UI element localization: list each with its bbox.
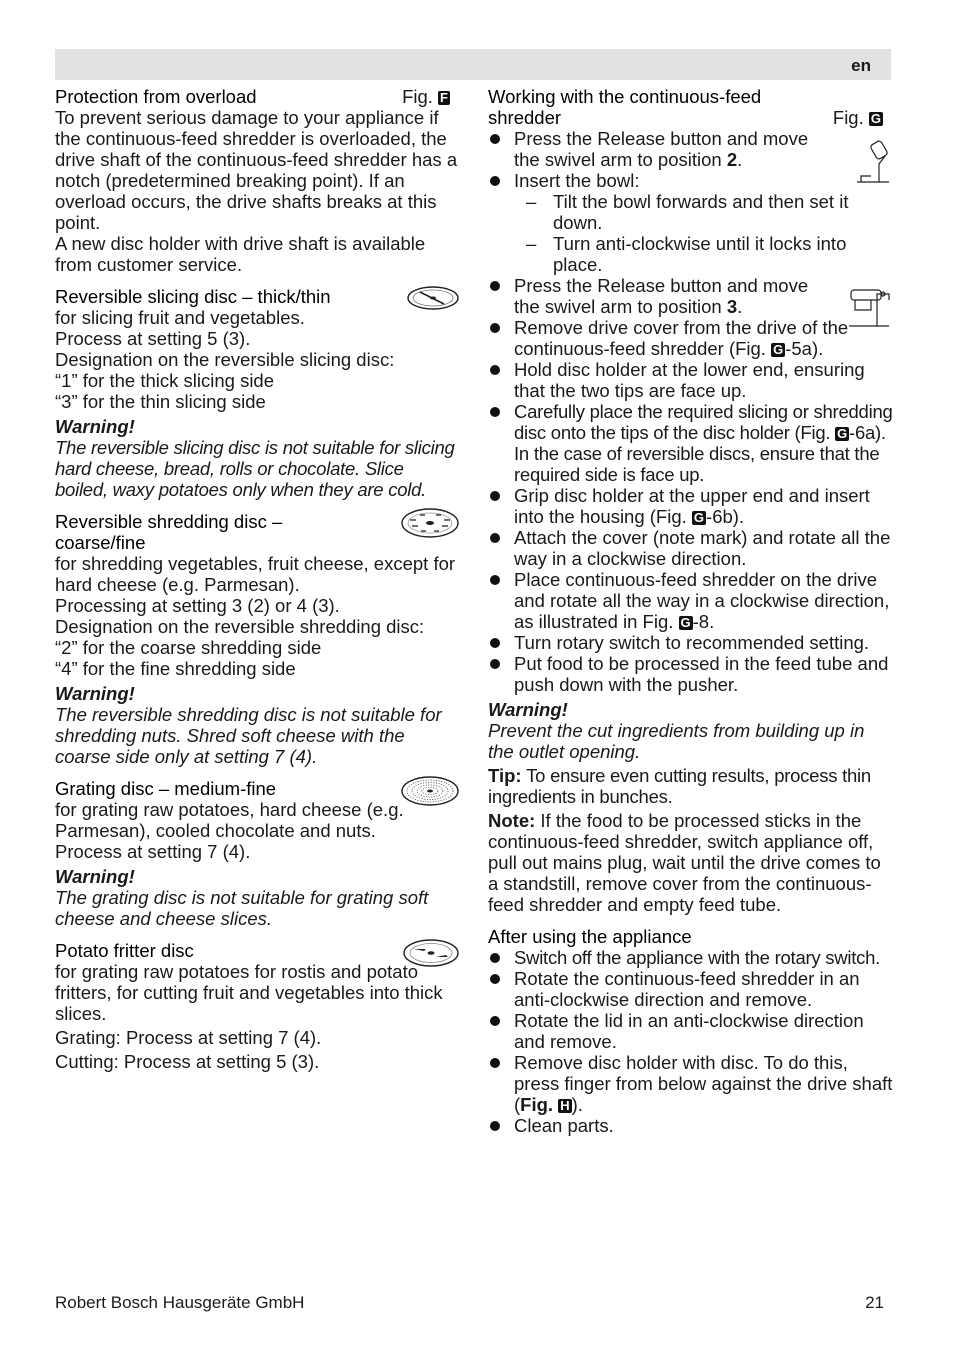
after-use-title: After using the appliance	[488, 926, 692, 947]
shredding-warning-text: The reversible shredding disc is not suitable for shredding nuts. Shred soft cheese with the coarse side only at setting 7 (4).	[55, 704, 442, 767]
shredding-line-1: for shredding vegetables, fruit cheese, except for hard cheese (e.g. Parmesan).	[55, 553, 456, 595]
working-warning-text: Prevent the cut ingredients from building up in the outlet opening.	[488, 720, 865, 762]
fritter-title: Potato fritter disc	[55, 940, 194, 961]
list-item: Press the Release button and move the swivel arm to position 3.	[488, 275, 823, 317]
note-paragraph: Note: If the food to be processed sticks in the continuous-feed shredder, switch appliance off, pull out mains plug, wait until the drive comes to a standstill, remove cover from the continuous-feed shredder and empty feed tube.	[488, 810, 881, 915]
left-column	[55, 86, 460, 1072]
list-item: Remove disc holder with disc. To do this, press finger from below against the drive shaft (Fig. H ).	[488, 1052, 893, 1115]
grating-warning-text: The grating disc is not suitable for grating soft cheese and cheese slices.	[55, 887, 429, 929]
page-number: 21	[865, 1293, 884, 1312]
shredding-line-2: Processing at setting 3 (2) or 4 (3).	[55, 595, 340, 616]
grating-disc-icon	[400, 774, 460, 808]
fig-letter-badge: G	[837, 426, 848, 441]
slicing-line-3: Designation on the reversible slicing disc:	[55, 349, 395, 370]
working-title-line-2: shredder	[488, 107, 562, 128]
fritter-line-2: Grating: Process at setting 7 (4).	[55, 1027, 322, 1048]
list-item: – Turn anti-clockwise until it locks into place.	[526, 233, 861, 275]
list-item: Put food to be processed in the feed tube and push down with the pusher.	[488, 653, 893, 695]
list-item: Hold disc holder at the lower end, ensuring that the two tips are face up.	[488, 359, 893, 401]
fig-letter-badge: F	[440, 90, 448, 105]
list-item: Carefully place the required slicing or shredding disc onto the tips of the disc holder (Fig. G -6a). In the case of reversible discs, ensure that the required side is face up.	[488, 401, 893, 485]
shredding-warning-title: Warning!	[55, 683, 135, 704]
fig-letter-badge: G	[680, 615, 691, 630]
shredding-section	[55, 511, 460, 767]
working-fig-ref: Fig. G	[832, 107, 881, 128]
shredding-line-5: “4” for the fine shredding side	[55, 658, 296, 679]
tip-label: Tip:	[488, 765, 522, 786]
shredding-disc-icon	[400, 506, 460, 540]
fig-letter-badge: H	[560, 1098, 570, 1113]
shredding-line-3: Designation on the reversible shredding disc:	[55, 616, 425, 637]
header-bar	[55, 49, 891, 80]
slicing-line-1: for slicing fruit and vegetables.	[55, 307, 305, 328]
insert-bowl-substeps	[488, 191, 893, 275]
fig-letter-badge: G	[693, 510, 705, 525]
overload-fig-ref: Fig. F	[402, 86, 448, 107]
list-item: Press the Release button and move the swivel arm to position 2.	[488, 128, 823, 170]
fritter-line-3: Cutting: Process at setting 5 (3).	[55, 1051, 320, 1072]
shredding-title: Reversible shredding disc – coarse/fine	[55, 511, 283, 553]
after-use-section	[488, 926, 893, 1136]
list-item: Insert the bowl: – Tilt the bowl forwards and then set it down. – Turn anti-clockwise until it locks into place.	[488, 170, 893, 275]
slicing-line-5: “3” for the thin slicing side	[55, 391, 266, 412]
right-column	[488, 86, 893, 1136]
grating-warning-title: Warning!	[55, 866, 135, 887]
grating-section	[55, 778, 460, 929]
slicing-title: Reversible slicing disc – thick/thin	[55, 286, 331, 307]
grating-line-1: for grating raw potatoes, hard cheese (e.g. Parmesan), cooled chocolate and nuts.	[55, 799, 404, 841]
after-use-list	[488, 947, 893, 1136]
note-label: Note:	[488, 810, 536, 831]
list-item: Clean parts.	[488, 1115, 893, 1136]
fritter-disc-icon	[402, 937, 460, 969]
fritter-line-1: for grating raw potatoes for rostis and potato fritters, for cutting fruit and vegetables into thick slices.	[55, 961, 443, 1024]
shredding-line-4: “2” for the coarse shredding side	[55, 637, 322, 658]
list-item: – Tilt the bowl forwards and then set it down.	[526, 191, 861, 233]
fig-letter-badge: G	[870, 111, 881, 126]
fig-letter-badge: G	[773, 342, 784, 357]
list-item: Rotate the continuous-feed shredder in an anti-clockwise direction and remove.	[488, 968, 893, 1010]
slicing-line-2: Process at setting 5 (3).	[55, 328, 251, 349]
language-label: en	[851, 56, 871, 75]
grating-line-2: Process at setting 7 (4).	[55, 841, 251, 862]
fritter-section	[55, 940, 460, 1072]
slicing-warning-title: Warning!	[55, 416, 135, 437]
footer-company: Robert Bosch Hausgeräte GmbH	[55, 1293, 305, 1312]
list-item: Turn rotary switch to recommended setting.	[488, 632, 893, 653]
swivel-arm-position-3-icon	[845, 284, 893, 330]
grating-title: Grating disc – medium-fine	[55, 778, 277, 799]
list-item: Switch off the appliance with the rotary switch.	[488, 947, 893, 968]
list-item: Remove drive cover from the drive of the continuous-feed shredder (Fig. G -5a).	[488, 317, 893, 359]
working-warning-title: Warning!	[488, 699, 568, 720]
tip-paragraph: Tip: To ensure even cutting results, process thin ingredients in bunches.	[488, 765, 871, 807]
overload-title: Protection from overload	[55, 86, 257, 107]
working-section	[488, 86, 893, 915]
working-title-line-1: Working with the continuous-feed	[488, 86, 762, 107]
overload-body-1: To prevent serious damage to your appliance if the continuous-feed shredder is overloaded, the drive shaft of the continuous-feed shredder has a notch (predetermined breaking point). If an overload occurs, the drive shafts breaks at this point.	[55, 107, 458, 233]
list-item: Attach the cover (note mark) and rotate all the way in a clockwise direction.	[488, 527, 893, 569]
list-item: Place continuous-feed shredder on the drive and rotate all the way in a clockwise direction, as illustrated in Fig. G -8.	[488, 569, 893, 632]
slicing-disc-icon	[406, 284, 460, 312]
slicing-warning-text: The reversible slicing disc is not suitable for slicing hard cheese, bread, rolls or chocolate. Slice boiled, waxy potatoes only when they are cold.	[55, 437, 455, 500]
slicing-line-4: “1” for the thick slicing side	[55, 370, 275, 391]
list-item: Rotate the lid in an anti-clockwise direction and remove.	[488, 1010, 893, 1052]
working-steps-list	[488, 128, 893, 695]
overload-body-2: A new disc holder with drive shaft is available from customer service.	[55, 233, 426, 275]
list-item: Grip disc holder at the upper end and insert into the housing (Fig. G -6b).	[488, 485, 893, 527]
slicing-section	[55, 286, 460, 500]
overload-section	[55, 86, 460, 275]
